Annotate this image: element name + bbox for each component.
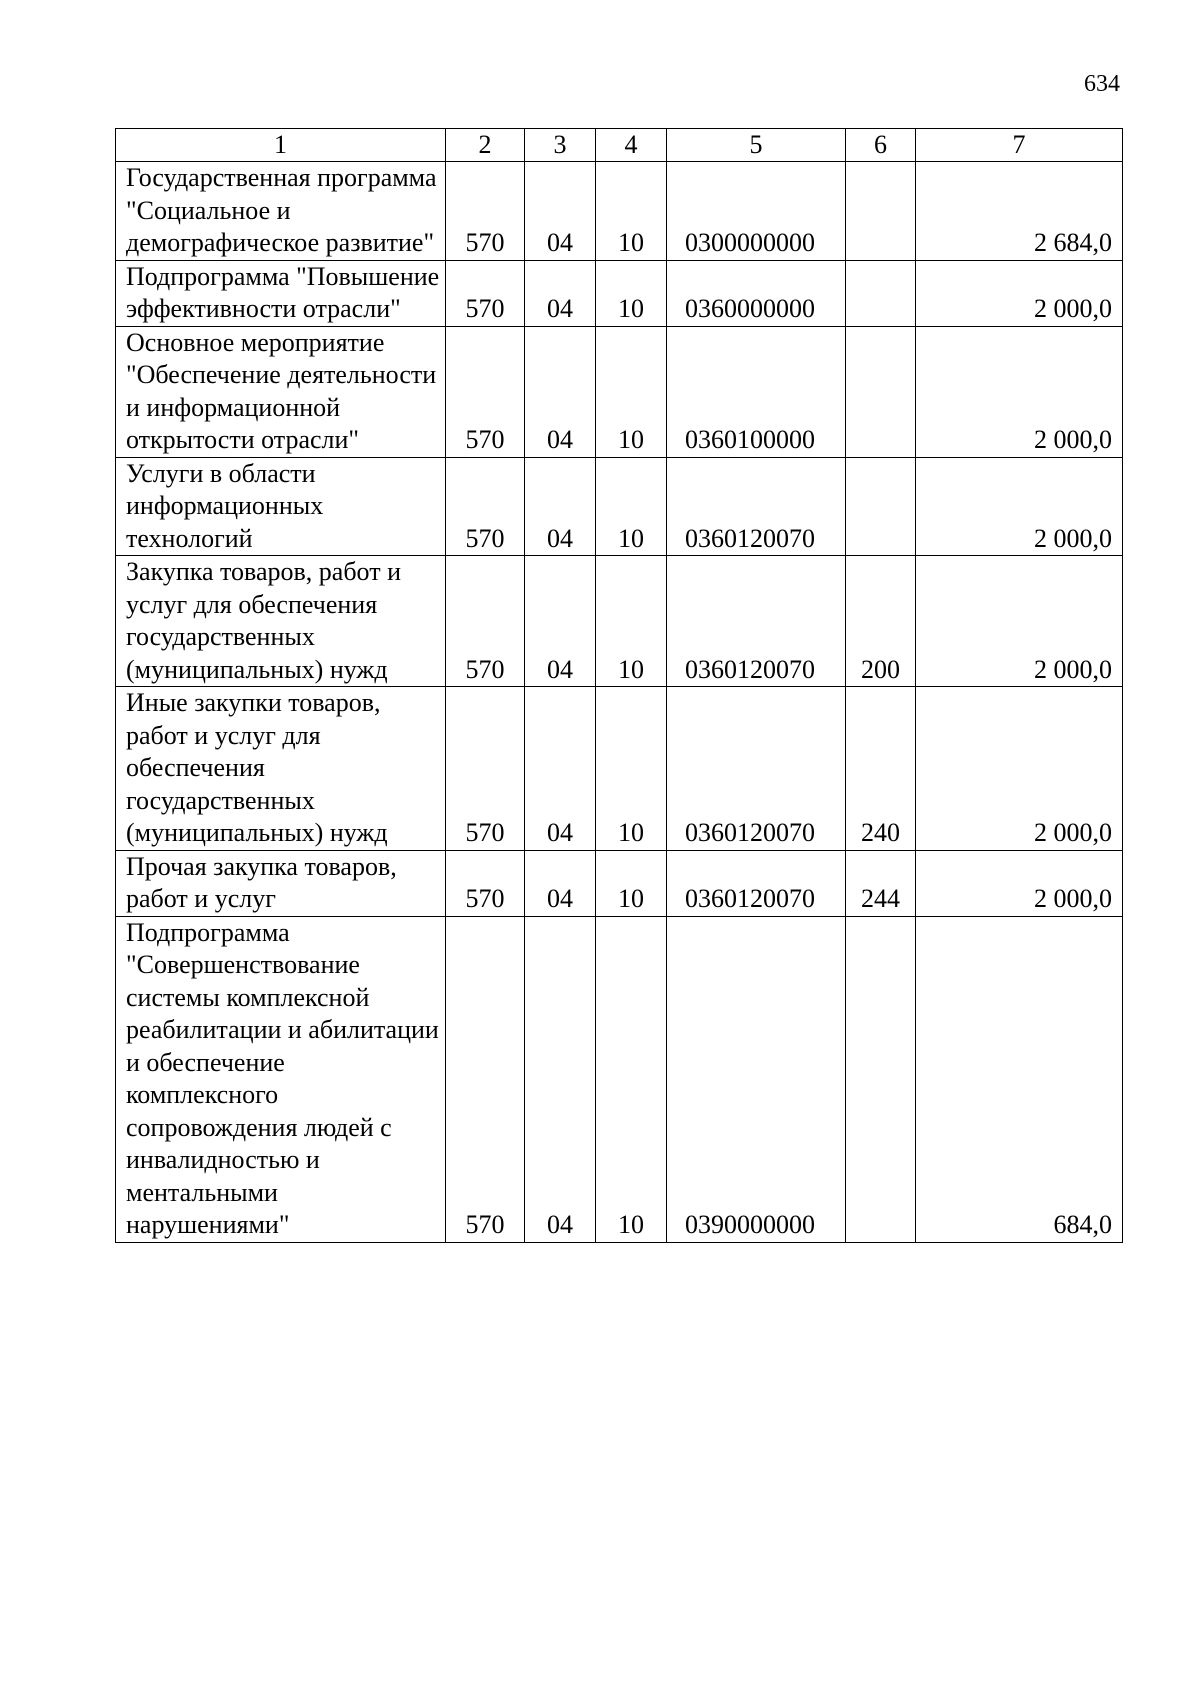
cell-col-3: 04 xyxy=(525,687,596,851)
row-name: Прочая закупка товаров, работ и услуг xyxy=(116,850,446,916)
column-header: 2 xyxy=(446,129,525,162)
column-header: 7 xyxy=(916,129,1123,162)
cell-col-6: 240 xyxy=(846,687,916,851)
cell-col-6: 200 xyxy=(846,556,916,687)
cell-col-4: 10 xyxy=(596,850,667,916)
cell-col-7: 2 000,0 xyxy=(916,326,1123,457)
cell-col-5: 0360100000 xyxy=(667,326,846,457)
cell-col-7: 684,0 xyxy=(916,916,1123,1242)
cell-col-7: 2 000,0 xyxy=(916,556,1123,687)
row-name: Основное мероприятие "Обеспечение деятельности и информационной открытости отрасли" xyxy=(116,326,446,457)
cell-col-6 xyxy=(846,162,916,261)
cell-col-3: 04 xyxy=(525,916,596,1242)
cell-col-2: 570 xyxy=(446,556,525,687)
table-row xyxy=(116,326,1123,457)
row-name: Подпрограмма "Совершенствование системы комплексной реабилитации и абилитации и обеспечение комплексного сопровождения людей с инвалидностью и ментальными нарушениями" xyxy=(116,916,446,1242)
column-header: 3 xyxy=(525,129,596,162)
cell-col-7: 2 000,0 xyxy=(916,260,1123,326)
cell-col-3: 04 xyxy=(525,162,596,261)
table-row xyxy=(116,260,1123,326)
cell-col-2: 570 xyxy=(446,916,525,1242)
cell-col-2: 570 xyxy=(446,687,525,851)
table-row xyxy=(116,556,1123,687)
cell-col-5: 0360000000 xyxy=(667,260,846,326)
row-name: Услуги в области информационных технологий xyxy=(116,457,446,556)
row-name: Подпрограмма "Повышение эффективности отрасли" xyxy=(116,260,446,326)
cell-col-6 xyxy=(846,457,916,556)
cell-col-4: 10 xyxy=(596,556,667,687)
cell-col-5: 0300000000 xyxy=(667,162,846,261)
cell-col-2: 570 xyxy=(446,850,525,916)
cell-col-4: 10 xyxy=(596,916,667,1242)
row-name: Иные закупки товаров, работ и услуг для обеспечения государственных (муниципальных) нужд xyxy=(116,687,446,851)
cell-col-2: 570 xyxy=(446,162,525,261)
column-header: 5 xyxy=(667,129,846,162)
cell-col-7: 2 000,0 xyxy=(916,457,1123,556)
cell-col-6: 244 xyxy=(846,850,916,916)
cell-col-6 xyxy=(846,326,916,457)
cell-col-4: 10 xyxy=(596,162,667,261)
cell-col-6 xyxy=(846,260,916,326)
table-row xyxy=(116,687,1123,851)
cell-col-4: 10 xyxy=(596,687,667,851)
cell-col-2: 570 xyxy=(446,260,525,326)
cell-col-7: 2 000,0 xyxy=(916,850,1123,916)
cell-col-5: 0360120070 xyxy=(667,556,846,687)
cell-col-4: 10 xyxy=(596,457,667,556)
cell-col-2: 570 xyxy=(446,457,525,556)
cell-col-4: 10 xyxy=(596,260,667,326)
cell-col-7: 2 684,0 xyxy=(916,162,1123,261)
cell-col-3: 04 xyxy=(525,457,596,556)
row-name: Государственная программа "Социальное и демографическое развитие" xyxy=(116,162,446,261)
cell-col-3: 04 xyxy=(525,326,596,457)
cell-col-7: 2 000,0 xyxy=(916,687,1123,851)
cell-col-5: 0390000000 xyxy=(667,916,846,1242)
cell-col-4: 10 xyxy=(596,326,667,457)
column-header: 4 xyxy=(596,129,667,162)
cell-col-3: 04 xyxy=(525,556,596,687)
table-row xyxy=(116,850,1123,916)
row-name: Закупка товаров, работ и услуг для обеспечения государственных (муниципальных) нужд xyxy=(116,556,446,687)
cell-col-5: 0360120070 xyxy=(667,850,846,916)
cell-col-2: 570 xyxy=(446,326,525,457)
budget-table xyxy=(115,128,1123,1243)
cell-col-5: 0360120070 xyxy=(667,687,846,851)
table-header-row xyxy=(116,129,1123,162)
cell-col-5: 0360120070 xyxy=(667,457,846,556)
table-row xyxy=(116,916,1123,1242)
column-header: 6 xyxy=(846,129,916,162)
table-row xyxy=(116,162,1123,261)
column-header: 1 xyxy=(116,129,446,162)
cell-col-6 xyxy=(846,916,916,1242)
table-row xyxy=(116,457,1123,556)
cell-col-3: 04 xyxy=(525,260,596,326)
cell-col-3: 04 xyxy=(525,850,596,916)
page-number: 634 xyxy=(1084,71,1120,97)
